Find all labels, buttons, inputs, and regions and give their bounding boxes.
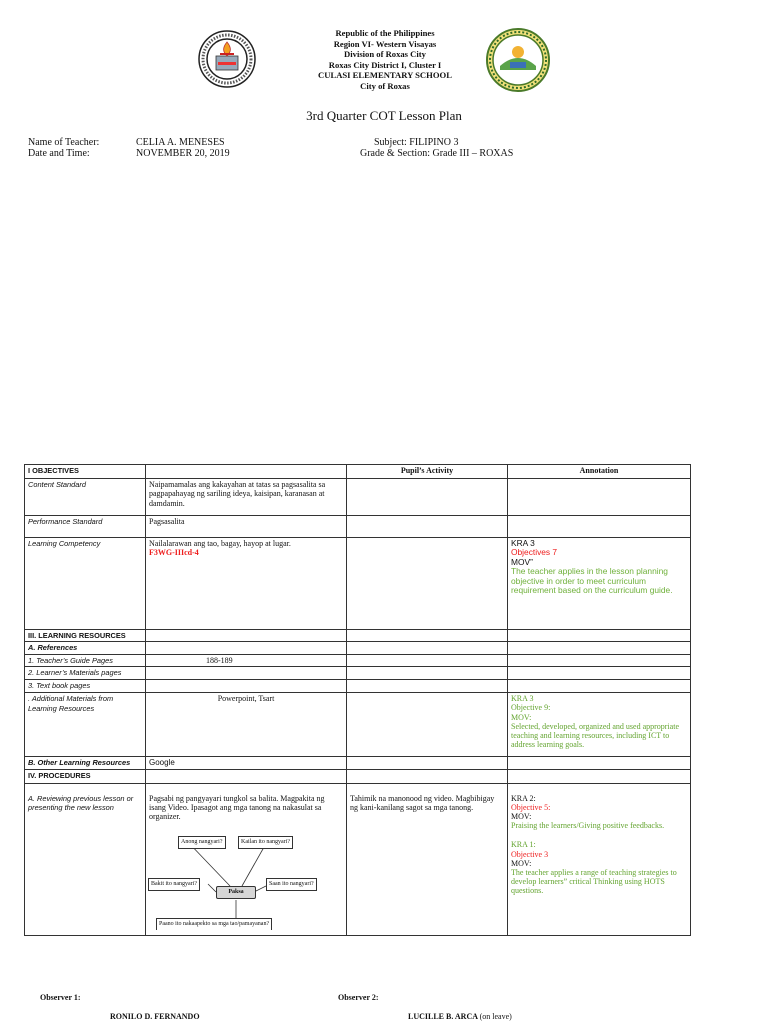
teachers-guide-value: 188-189 [146,654,347,666]
annotation-mov: MOV: [511,858,532,868]
letterhead-line: Division of Roxas City [344,49,426,60]
organizer-question-box: Anong nangyari? [178,836,226,849]
organizer-question-box: Bakit ito nangyari? [148,878,200,891]
observer-1-name: RONILO D. FERNANDO [110,1012,200,1021]
annotation-kra: KRA 3 [511,538,535,548]
learning-competency-label: Learning Competency [25,538,146,630]
annotation-kra: KRA 1: [511,840,536,850]
learners-materials-label: 2. Learner’s Materials pages [25,667,146,680]
competency-code: F3WG-IIIcd-4 [149,548,199,558]
annotation-mov: MOV: [511,712,532,722]
organizer-center-box: Paksa [216,886,256,899]
grade-section-text: Grade & Section: Grade III – ROXAS [360,148,514,159]
organizer-question-box: Saan ito nangyari? [266,878,317,891]
pupil-activity-header: Pupil’s Activity [347,465,508,479]
content-standard-value: Naipamamalas ang kakayahan at tatas sa pagsasalita sa pagpapahayag ng sariling ideya, kaisipan, karanasan at damdamin. [146,479,347,516]
letterhead-line: Republic of the Philippines [335,28,435,38]
additional-materials-value: Powerpoint, Tsart [146,693,347,757]
content-standard-label: Content Standard [25,479,146,516]
learning-competency-value: Nailalarawan ang tao, bagay, hayop at lugar. [149,539,291,548]
annotation-mov: MOV: [511,812,532,822]
annotation-text: The teacher applies a range of teaching strategies to develop learners” critical Thinking using HOTS questions. [511,868,677,896]
annotation-text: Praising the learners/Giving positive feedbacks. [511,821,665,831]
annotation-text: Selected, developed, organized and used appropriate teaching and learning resources, including ICT to address learning goals. [511,721,680,750]
annotation-text: The teacher applies in the lesson planning objective in order to meet curriculum requirement based on the curriculum guide. [511,566,673,596]
teacher-value: CELIA A. MENESES [136,137,225,148]
learning-resources-heading: III. LEARNING RESOURCES [25,630,146,642]
annotation-objective: Objective 3 [511,849,549,859]
annotation-review [508,783,691,935]
letterhead-line: Region VI- Western Visayas [333,38,437,49]
annotation-kra: KRA 2: [511,793,536,803]
objectives-header: I OBJECTIVES [25,465,146,479]
teacher-label: Name of Teacher: [28,137,100,148]
textbook-pages-label: 3. Text book pages [25,680,146,693]
additional-materials-label: . Additional Materials from Learning Resources [25,693,146,757]
annotation-kra: KRA 3 [511,694,534,704]
annotation-header: Annotation [508,465,691,479]
observer-2-label: Observer 2: [338,993,379,1002]
other-resources-value: Google [146,757,347,769]
letterhead-line: CULASI ELEMENTARY SCHOOL [318,70,452,81]
letterhead-line: City of Roxas [360,80,410,91]
performance-standard-value: Pagsasalita [146,516,347,538]
date-value: NOVEMBER 20, 2019 [136,148,230,159]
observer-2-name: LUCILLE B. ARCA [408,1012,478,1021]
review-lesson-value: Pagsabi ng pangyayari tungkol sa balita. Magpakita ng isang Video. Ipasagot ang mga tanong na nakasulat sa organizer. [149,793,325,822]
annotation-mov: MOV” [511,556,533,567]
references-heading: A. References [25,642,146,654]
observer-1-label: Observer 1: [40,993,81,1002]
division-seal-logo [198,30,256,88]
teachers-guide-label: 1. Teacher’s Guide Pages [25,654,146,666]
observer-2-signature [408,1012,512,1021]
graphic-organizer [146,830,346,934]
annotation-objective: Objective 9: [511,703,551,713]
annotation-kra3-obj7 [508,538,691,630]
date-label: Date and Time: [28,148,90,159]
procedures-heading: IV. PROCEDURES [25,769,146,783]
subject-text: Subject: FILIPINO 3 [374,137,459,148]
pupil-review-activity: Tahimik na manonood ng video. Magbibigay ng kani-kanilang sagot sa mga tanong. [347,783,508,935]
organizer-question-box: Kailan ito nangyari? [238,836,293,849]
annotation-kra3-obj9 [508,693,691,757]
observer-2-note: (on leave) [479,1012,512,1021]
organizer-question-box: Paano ito nakaapekto sa mga tao/pamayanan? [156,918,272,930]
other-resources-label: B. Other Learning Resources [25,757,146,769]
document-title: 3rd Quarter COT Lesson Plan [306,108,462,123]
review-lesson-label: A. Reviewing previous lesson or presenting the new lesson [25,783,146,935]
performance-standard-label: Performance Standard [25,516,146,538]
lesson-plan-table [24,464,691,936]
annotation-objective: Objectives 7 [511,547,558,558]
school-seal-logo [486,28,550,92]
letterhead [300,28,470,92]
letterhead-line: Roxas City District I, Cluster I [328,59,442,70]
annotation-objective: Objective 5: [511,802,551,812]
